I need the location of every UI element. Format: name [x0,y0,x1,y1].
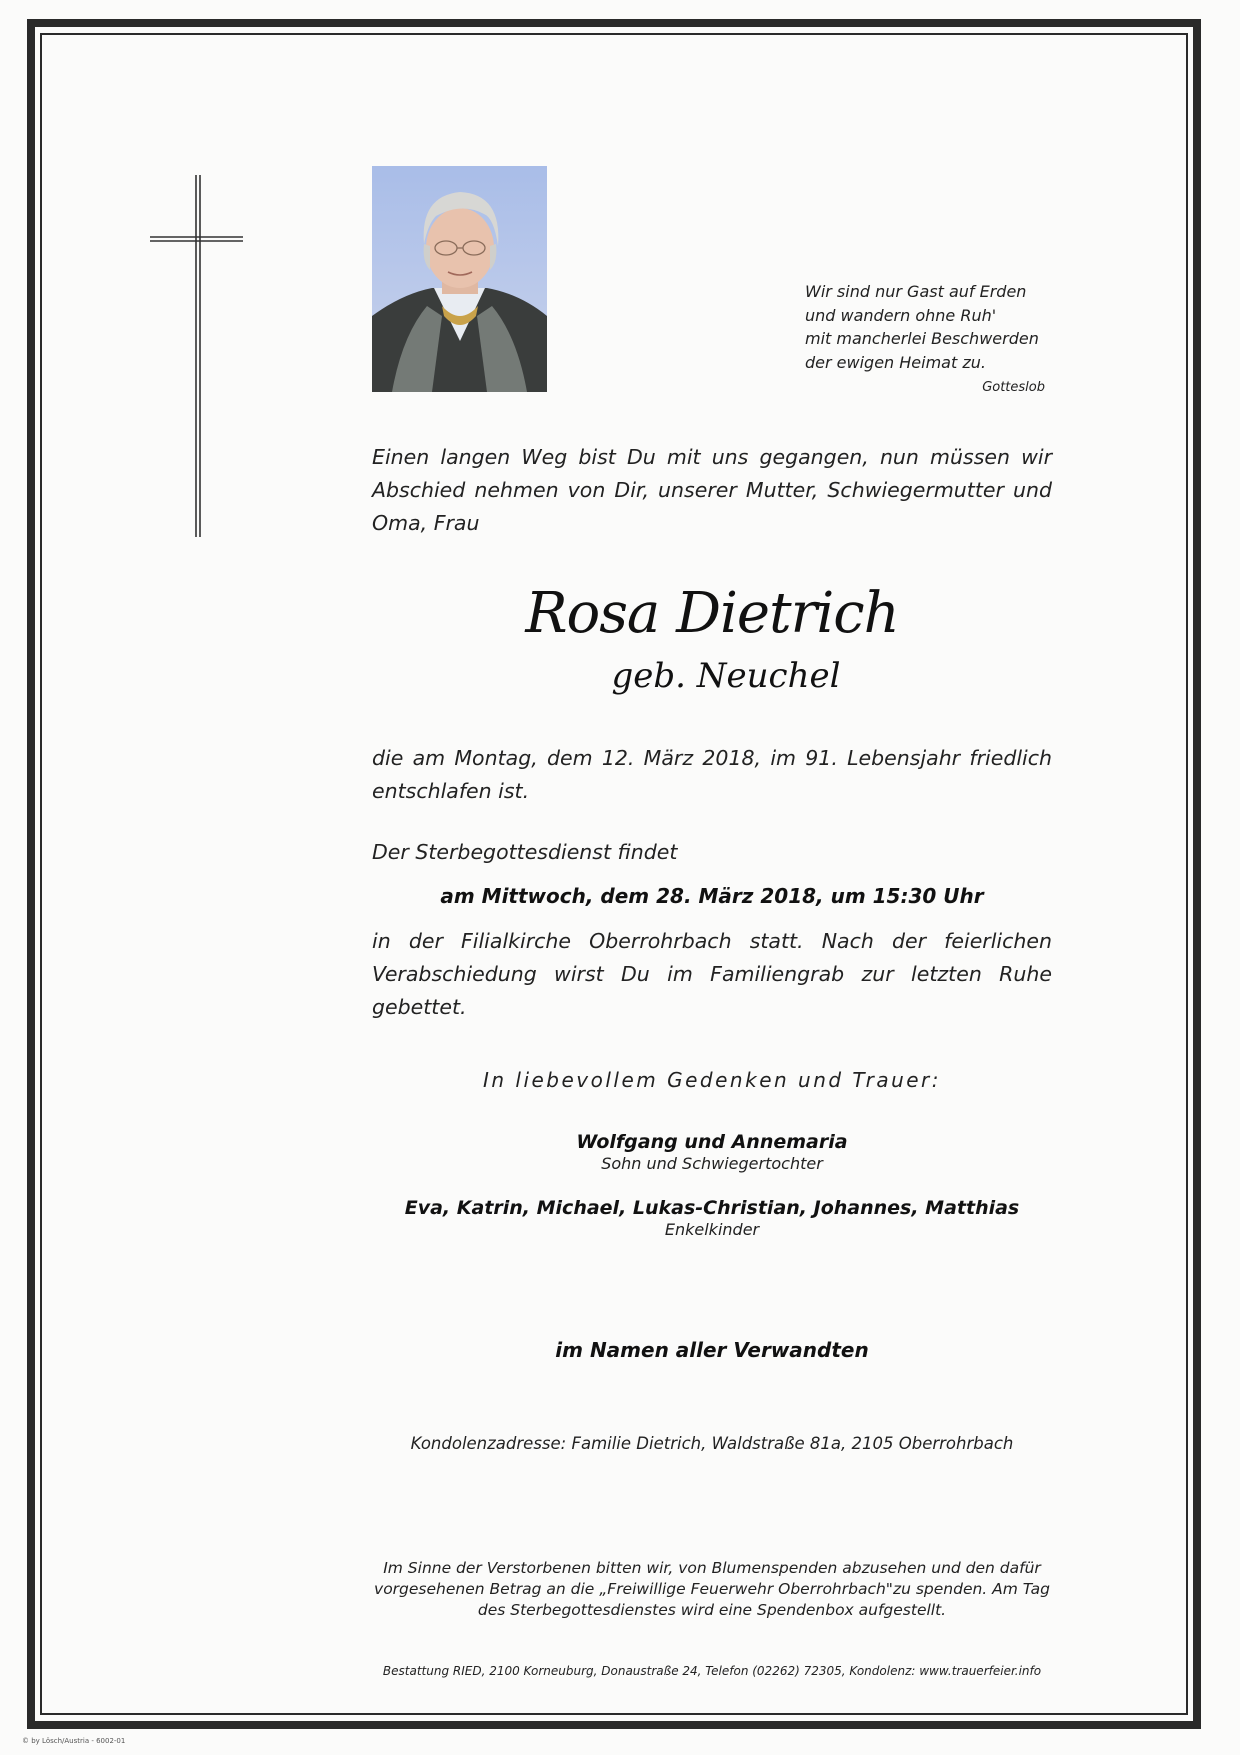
mourner-names: Eva, Katrin, Michael, Lukas-Christian, Johannes, Matthias [404,1197,1020,1219]
poem-line: Wir sind nur Gast auf Erden [805,282,1027,301]
poem-line: mit mancherlei Beschwerden [805,329,1039,348]
poem-line: der ewigen Heimat zu. [805,352,986,372]
mourner-group [372,1130,1052,1174]
poem [805,280,1065,400]
poem-source: Gotteslob [982,380,1045,395]
cross-icon [150,175,245,540]
mourner-relation: Sohn und Schwiegertochter [601,1154,823,1173]
portrait-photo [372,166,547,392]
mourner-group [372,1196,1052,1240]
closing-line: im Namen aller Verwandten [555,1338,869,1362]
poem-line: und wandern ohne Ruh' [805,305,997,325]
condolence-address: Kondolenzadresse: Familie Dietrich, Waldstraße 81a, 2105 Oberrohrbach [410,1434,1014,1453]
donation-note: Im Sinne der Verstorbenen bitten wir, von Blumenspenden abzusehen und den dafür vorgesehenen Betrag an die „Freiwillige Feuerwehr Oberrohrbach"zu spenden. Am Tag des Sterbegottesdienstes wird eine Spendenbox aufgestellt. [374,1559,1050,1619]
death-notice: die am Montag, dem 12. März 2018, im 91. Lebensjahr friedlich entschlafen ist. [372,746,1052,803]
mourning-heading: In liebevollem Gedenken und Trauer: [482,1068,942,1092]
maiden-name: geb. Neuchel [611,656,841,696]
intro-text: Einen langen Weg bist Du mit uns gegangen, nun müssen wir Abschied nehmen von Dir, unserer Mutter, Schwiegermutter und Oma, Frau [372,445,1052,535]
service-location: in der Filialkirche Oberrohrbach statt. Nach der feierlichen Verabschiedung wirst Du im Familiengrab zur letzten Ruhe gebettet. [372,929,1052,1019]
service-intro: Der Sterbegottesdienst findet [372,840,678,864]
deceased-name: Rosa Dietrich [525,581,899,646]
funeral-home-footer: Bestattung RIED, 2100 Korneuburg, Donaustraße 24, Telefon (02262) 72305, Kondolenz: www.trauerfeier.info [382,1664,1042,1678]
mourner-names: Wolfgang und Annemaria [576,1131,848,1153]
copyright-note: © by Lösch/Austria - 6002-01 [22,1737,126,1745]
service-date: am Mittwoch, dem 28. März 2018, um 15:30 Uhr [440,884,984,908]
mourner-relation: Enkelkinder [664,1220,760,1239]
